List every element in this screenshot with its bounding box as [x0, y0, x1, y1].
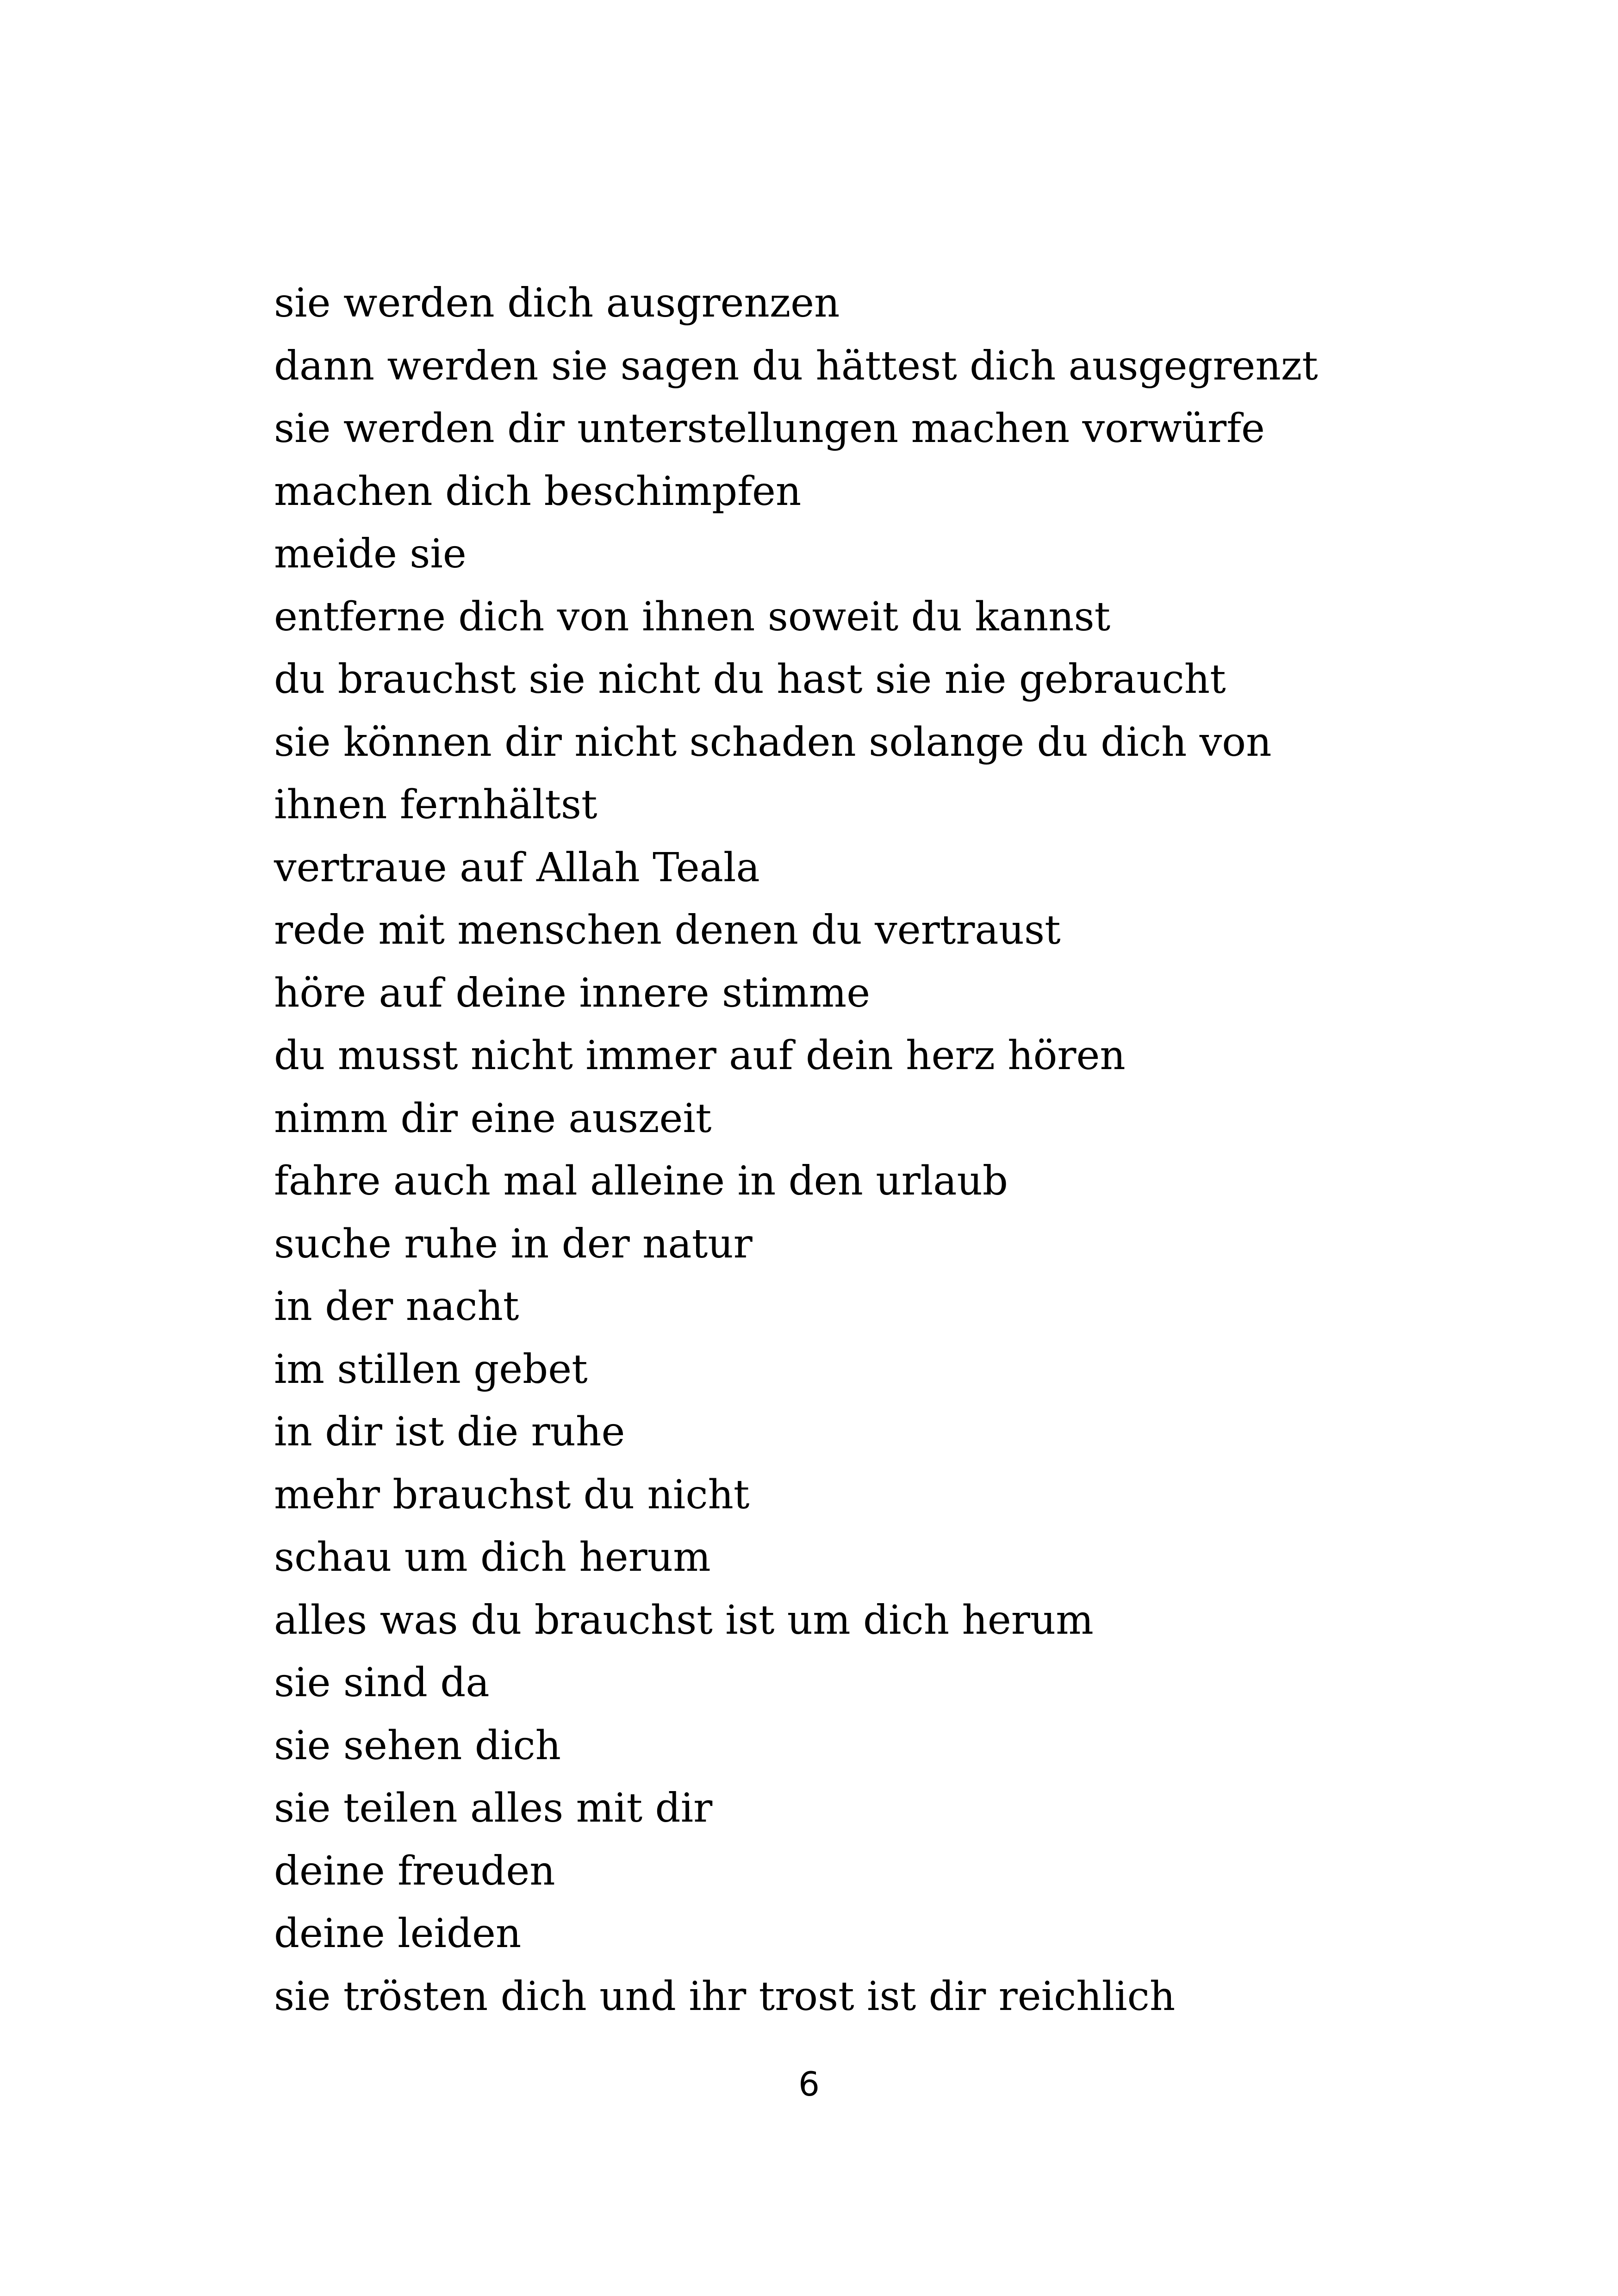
poem-line: sie werden dich ausgrenzen — [274, 280, 840, 326]
poem-line: schau um dich herum — [274, 1534, 711, 1580]
poem-line: in der nacht — [274, 1283, 519, 1330]
poem-line: im stillen gebet — [274, 1346, 588, 1393]
poem-line: vertraue auf Allah Teala — [274, 844, 760, 891]
poem-line: alles was du brauchst ist um dich herum — [274, 1597, 1094, 1643]
poem-line: ihnen fernhältst — [274, 782, 597, 828]
poem-line: deine leiden — [274, 1910, 522, 1957]
poem-line: du brauchst sie nicht du hast sie nie gebraucht — [274, 656, 1226, 703]
poem-line: sie sind da — [274, 1660, 490, 1706]
poem-line: machen dich beschimpfen — [274, 468, 802, 515]
poem-line: sie können dir nicht schaden solange du dich von — [274, 719, 1272, 765]
poem-line: sie sehen dich — [274, 1722, 561, 1769]
poem-line: höre auf deine innere stimme — [274, 970, 871, 1016]
poem-line: suche ruhe in der natur — [274, 1220, 753, 1267]
poem-line: entferne dich von ihnen soweit du kannst — [274, 593, 1111, 640]
poem-line: sie trösten dich und ihr trost ist dir reichlich — [274, 1973, 1176, 2020]
poem-line: dann werden sie sagen du hättest dich ausgegrenzt — [274, 342, 1318, 389]
poem-line: mehr brauchst du nicht — [274, 1471, 750, 1518]
poem-line: in dir ist die ruhe — [274, 1409, 625, 1455]
poem-line: sie teilen alles mit dir — [274, 1785, 713, 1831]
poem-line: meide sie — [274, 531, 467, 577]
poem-line: rede mit menschen denen du vertraust — [274, 907, 1061, 953]
poem-line: nimm dir eine auszeit — [274, 1095, 712, 1142]
poem-text — [274, 272, 1431, 2028]
page-number: 6 — [798, 2065, 820, 2103]
poem-line: deine freuden — [274, 1848, 555, 1894]
poem-line: sie werden dir unterstellungen machen vorwürfe — [274, 405, 1265, 452]
poem-line: fahre auch mal alleine in den urlaub — [274, 1158, 1008, 1204]
poem-line: du musst nicht immer auf dein herz hören — [274, 1033, 1126, 1079]
